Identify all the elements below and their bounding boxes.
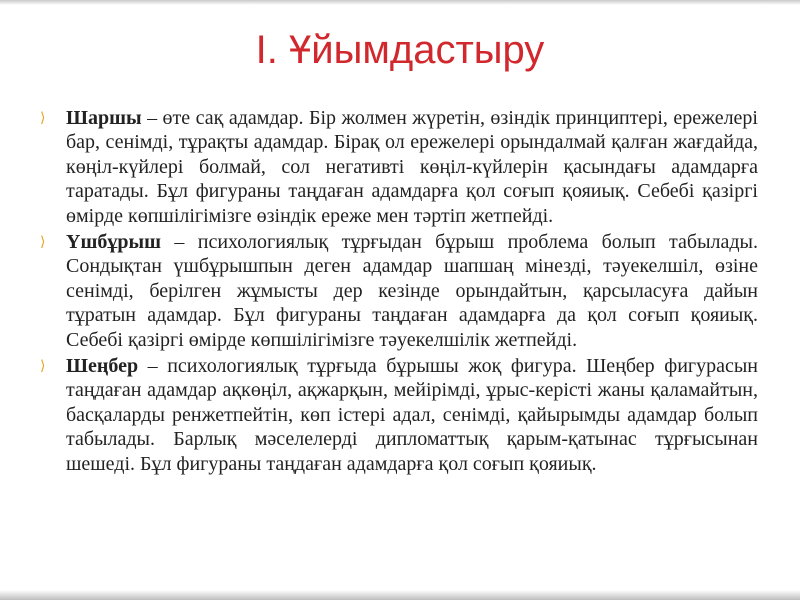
bullet-list — [40, 106, 758, 478]
term-label: Үшбұрыш — [66, 231, 161, 254]
list-item-square — [40, 106, 758, 228]
top-edge-shadow — [0, 0, 800, 5]
item-description: – өте сақ адамдар. Бір жолмен жүретін, өзіндік принциптері, ережелері бар, сенімді, тұрақты адамдар. Бірақ ол ережелері орындалмай қалған жағдайда, көңіл-күйлері болмай, сол негативті көңіл-күйлерін қасындағы адамдарға таратады. Бұл фигураны таңдаған адамдарға қол соғып қояиық. Себебі қазіргі өмірде көпшілігімізге өзіндік ереже мен тәртіп жетпейді. — [66, 107, 758, 227]
list-item-triangle — [40, 230, 758, 352]
item-description: – психологиялық тұрғыда бұрышы жоқ фигура. Шеңбер фигурасын таңдаған адамдар ақкөңіл, ақжарқын, мейірімді, ұрыс-керісті жаны қаламайтын, басқаларды ренжетпейтін, көп істері адал, сенімді, қайырымды адамдар болып табылады. Барлық мәселелерді дипломаттық қарым-қатынас тұрғысынан шешеді. Бұл фигураны таңдаған адамдарға қол соғып қояиық. — [66, 355, 758, 475]
bottom-edge-shadow — [0, 590, 800, 600]
chevron-bullet-icon: ⟩ — [40, 110, 46, 126]
slide-title: I. Ұйымдастыру — [255, 28, 545, 72]
term-label: Шаршы — [66, 107, 142, 129]
item-description: – психологиялық тұрғыдан бұрыш проблема болып табылады. Сондықтан үшбұрышпын деген адамдар шапшаң мінезді, тәуекелшіл, өзіне сенімді, берілген жұмысты дер кезінде орындайтын, қарсыласуға дайын тұратын адамдар. Бұл фигураны таңдаған адамдарға да қол соғып қояиық. Себебі қазіргі өмірде көпшілігімізге тәуекелшілік жетпейді. — [66, 231, 758, 351]
chevron-bullet-icon: ⟩ — [40, 358, 46, 375]
term-label: Шеңбер — [66, 355, 139, 378]
chevron-bullet-icon: ⟩ — [40, 234, 46, 251]
list-item-circle — [40, 354, 758, 476]
